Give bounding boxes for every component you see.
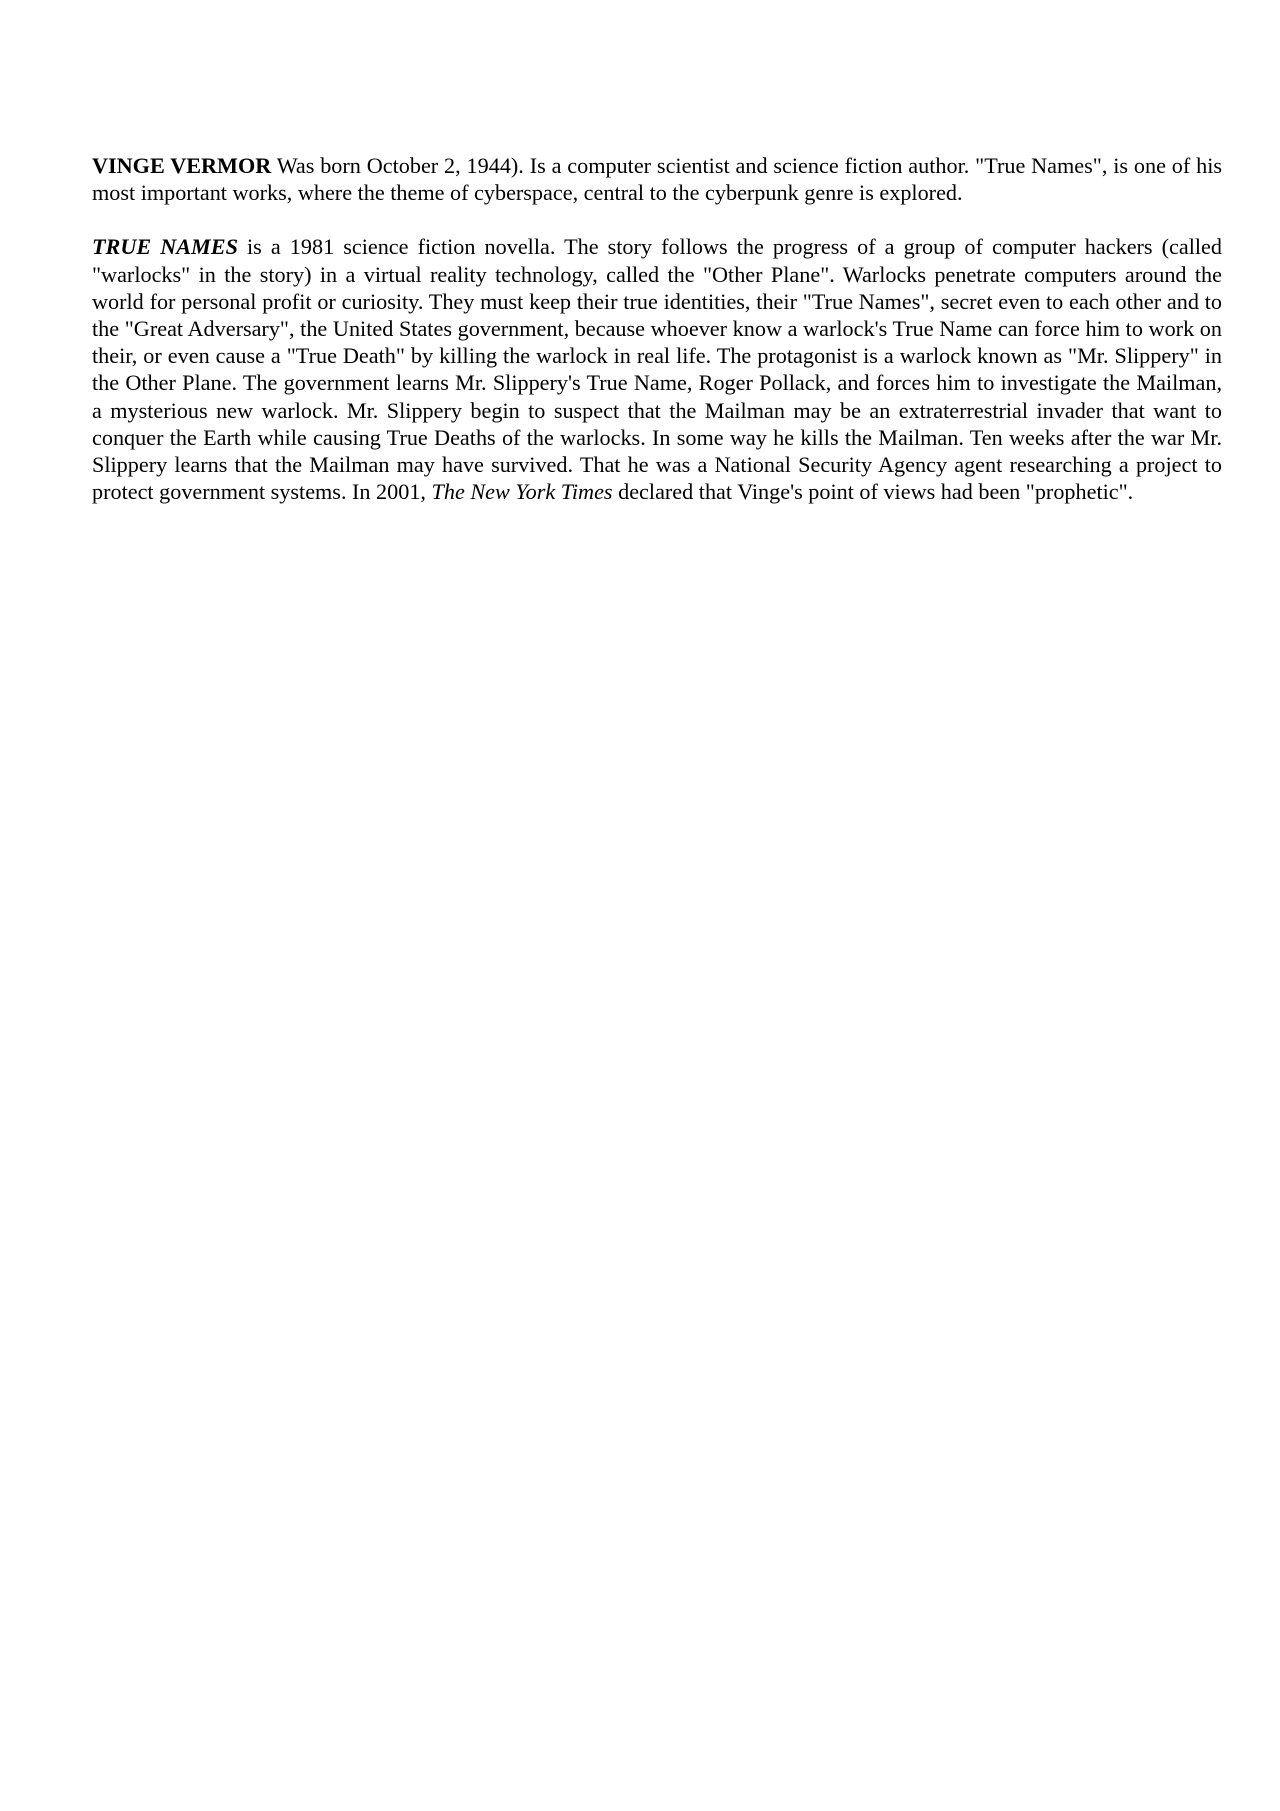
author-paragraph — [92, 152, 1222, 206]
novella-paragraph — [92, 233, 1222, 505]
novella-title: TRUE NAMES — [92, 234, 238, 260]
novella-summary-text: is a 1981 science fiction novella. The story follows the progress of a group of computer hackers (called "warlocks" in the story) in a virtual reality technology, called the "Other Plane". Warlocks penetrate computers around the world for personal profit or curiosity. They must keep their true identities, their "True Names", secret even to each other and to the "Great Adversary", the United States government, because whoever know a warlock's True Name can force him to work on their, or even cause a "True Death" by killing the warlock in real life. The protagonist is a warlock known as "Mr. Slippery" in the Other Plane. The government learns Mr. Slippery's True Name, Roger Pollack, and forces him to investigate the Mailman, a mysterious new warlock. Mr. Slippery begin to suspect that the Mailman may be an extraterrestrial invader that want to conquer the Earth while causing True Deaths of the warlocks. In some way he kills the Mailman. Ten weeks after the war Mr. Slippery learns that the Mailman may have survived. That he was a National Security Agency agent researching a project to protect government systems. In 2001, — [92, 234, 1222, 505]
author-name: VINGE VERMOR — [92, 153, 272, 178]
author-bio-text: Was born October 2, 1944). Is a computer scientist and science fiction author. "True Names", is one of his most important works, where the theme of cyberspace, central to the cyberpunk genre is explored. — [92, 153, 1223, 206]
document-body — [92, 152, 1222, 532]
newspaper-title: The New York Times — [431, 479, 613, 505]
novella-closing-text: declared that Vinge's point of views had been "prophetic". — [612, 479, 1134, 505]
